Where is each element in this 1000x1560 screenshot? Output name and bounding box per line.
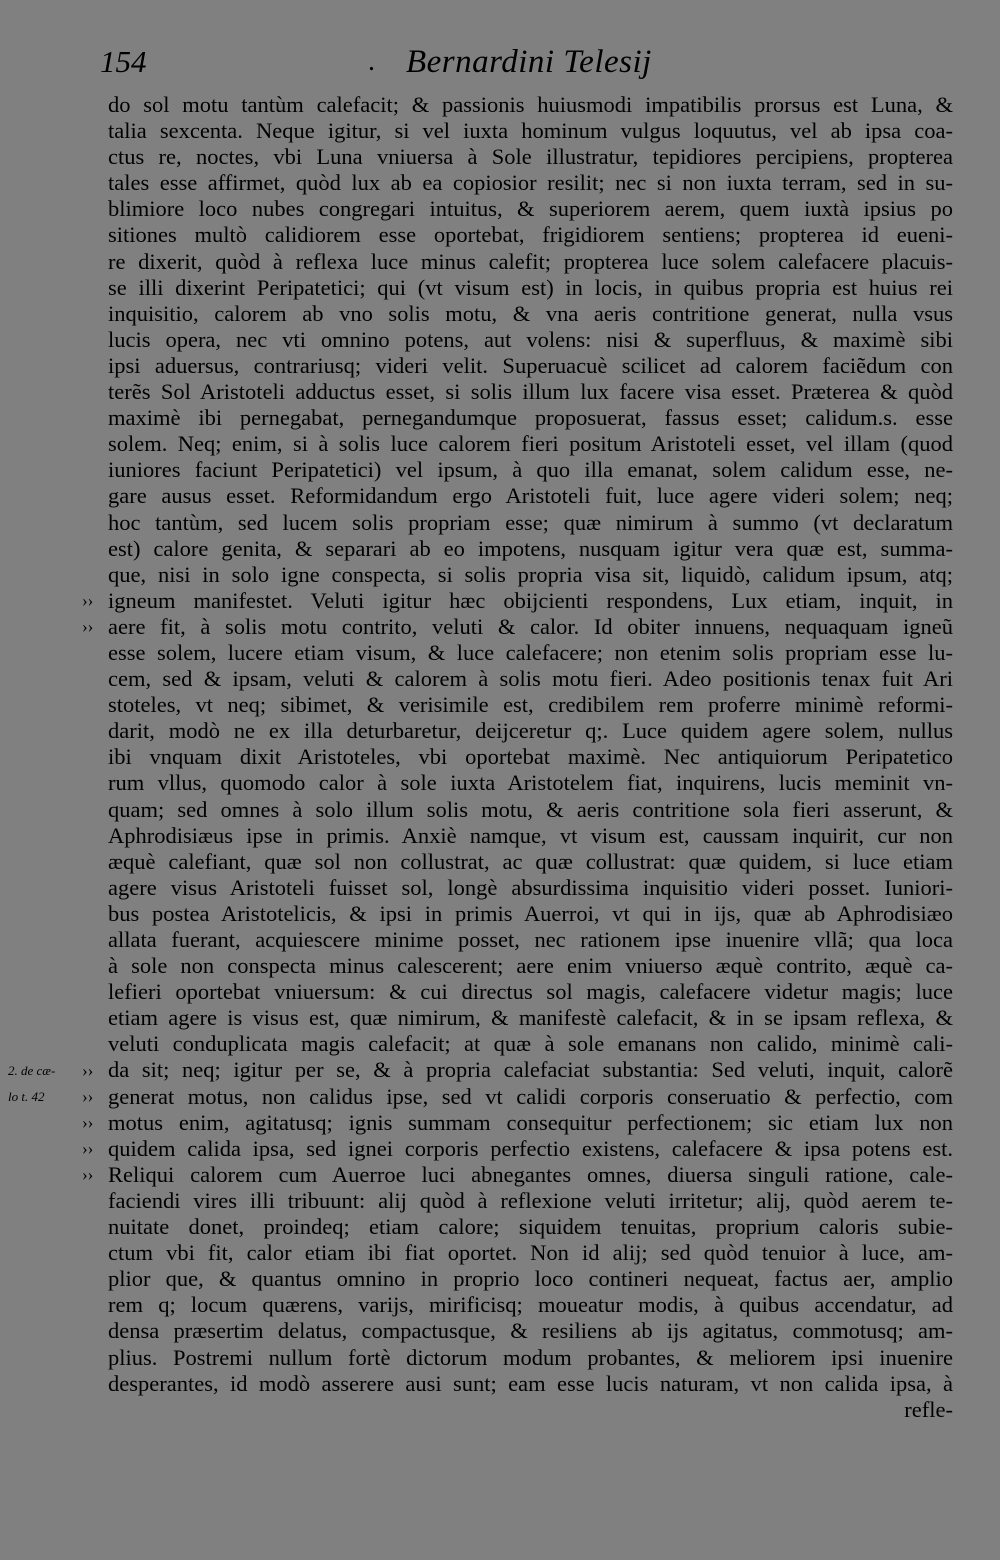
text-line: cem, sed & ipsam, veluti & calorem à solis motu fieri. Adeo positionis tenax fuit Ari	[108, 666, 953, 692]
text-line: allata fuerant, acquiescere minime posset, nec rationem ipse inuenire vllã; qua loca	[108, 927, 953, 952]
text-line: stoteles, vt neq; sibimet, & verisimile est, credibilem rem proferre minimè reformi-	[108, 692, 953, 718]
quote-mark: ››	[82, 590, 94, 610]
text-line: tales esse affirmet, quòd lux ab ea copiosior resilit; nec si non iuxta terram, sed in su-	[108, 170, 953, 196]
text-line: que, nisi in solo igne conspecta, si solis propria visa sit, liquidò, calidum ipsum, atq;	[108, 561, 953, 587]
text-line: re dixerit, quòd à reflexa luce minus calefit; propterea luce solem calefacere placuis-	[108, 248, 953, 274]
margin-note-line: lo t. 42	[8, 1088, 45, 1104]
text-line: Aphrodisiæus ipse in primis. Anxiè namque, vt visum est, caussam inquirit, cur non	[108, 822, 953, 848]
text-line: etiam agere is visus est, quæ nimirum, & manifestè calefacit, & in se ipsam reflexa, &	[108, 1005, 953, 1031]
text-line: da sit; neq; igitur per se, & à propria calefaciat substantia: Sed veluti, inquit, calorẽ	[108, 1057, 953, 1083]
text-line: inquisitio, calorem ab vno solis motu, & vna aeris contritione generat, nulla vsus	[108, 300, 953, 326]
text-line: quidem calida ipsa, sed ignei corporis perfectio existens, calefacere & ipsa potens est.	[108, 1135, 953, 1161]
text-line: se illi dixerint Peripatetici; qui (vt visum est) in locis, in quibus propria est huius rei	[108, 274, 953, 300]
text-line: à sole non conspecta minus calescerent; aere enim vniuerso æquè contrito, æquè ca-	[108, 953, 953, 979]
text-line: terẽs Sol Aristoteli adductus esset, si solis illum lux facere visa esset. Præterea & quòd	[108, 379, 953, 405]
text-line: maximè ibi pernegabat, pernegandumque proposuerat, fassus esset; calidum.s. esse	[108, 405, 953, 431]
text-line: talia sexcenta. Neque igitur, si vel iuxta hominum vulgus loquutus, vel ab ipsa coa-	[108, 118, 953, 144]
text-line: aere fit, à solis motu contrito, veluti & calor. Id obiter innuens, nequaquam igneũ	[108, 613, 953, 639]
text-line: lucis opera, nec vti omnino potens, aut volens: nisi & superfluus, & maximè sibi	[108, 326, 953, 352]
page-number: 154	[100, 44, 147, 79]
quote-mark: ››	[82, 1086, 94, 1106]
body-text	[108, 92, 953, 1423]
catchword: refle-	[904, 1396, 953, 1422]
margin-note-line: 2. de cæ-	[8, 1062, 56, 1078]
text-line: æquè calefiant, quæ sol non collustrat, ac quæ collustrat: quæ quidem, si luce etiam	[108, 848, 953, 874]
text-line: motus enim, agitatusq; ignis summam consequitur perfectionem; sic etiam lux non	[108, 1109, 953, 1135]
quote-mark: ››	[82, 1112, 94, 1132]
quote-mark: ››	[82, 1165, 94, 1185]
text-line: ctus re, noctes, vbi Luna vniuersa à Sole illustratur, tepidiores percipiens, propterea	[108, 144, 953, 170]
text-line: desperantes, id modò asserere ausi sunt; eam esse lucis naturam, vt non calida ipsa, à	[108, 1370, 953, 1396]
text-line: Reliqui calorem cum Auerroe luci abnegantes omnes, diuersa singuli ratione, cale-	[108, 1161, 953, 1187]
text-line: darit, modò ne ex illa deturbaretur, deijceretur q;. Luce quidem agere solem, nullus	[108, 718, 953, 744]
text-line: hoc tantùm, sed lucem solis propriam esse; quæ nimirum à summo (vt declaratum	[108, 509, 953, 535]
text-line: ibi vnquam dixit Aristoteles, vbi oportebat maximè. Nec antiquiorum Peripatetico	[108, 744, 953, 770]
text-line: agere visus Aristoteli fuisset sol, longè absurdissima inquisitio videri posset. Iuniori-	[108, 874, 953, 900]
quote-mark: ››	[82, 1139, 94, 1158]
text-line: generat motus, non calidus ipse, sed vt calidi corporis conseruatio & perfectio, com	[108, 1083, 953, 1109]
text-line: blimiore loco nubes congregari intuitus, & superiorem aerem, quem iuxtà ipsius po	[108, 196, 953, 222]
text-line: ctum vbi fit, calor etiam ibi fiat oportet. Non id alij; sed quòd tenuior à luce, am-	[108, 1240, 953, 1266]
text-line: nuitate donet, proindeq; etiam calore; siquidem tenuitas, proprium caloris subie-	[108, 1214, 953, 1240]
text-line: solem. Neq; enim, si à solis luce calorem fieri positum Aristoteli esset, vel illam (quod	[108, 431, 953, 457]
text-line: plior que, & quantus omnino in proprio loco contineri nequeat, factus aer, amplio	[108, 1266, 953, 1292]
text-line: iuniores faciunt Peripatetici) vel ipsum, à quo illa emanat, solem calidum esse, ne-	[108, 457, 953, 483]
text-line: veluti conduplicata magis calefacit; at quæ à sole emanans non calido, minimè cali-	[108, 1031, 953, 1057]
text-line: quam; sed omnes à solo illum solis motu, & aeris contritione sola fieri asserunt, &	[108, 796, 953, 822]
text-line: lefieri oportebat vniuersum: & cui directus sol magis, calefacere videtur magis; luce	[108, 979, 953, 1005]
text-line: do sol motu tantùm calefacit; & passionis huiusmodi impatibilis prorsus est Luna, &	[108, 92, 953, 117]
text-line: ipsi aduersus, contrariusq; videri velit. Superuacuè scilicet ad calorem faciẽdum con	[108, 352, 953, 378]
quote-mark: ››	[82, 1060, 94, 1080]
text-line: rem q; locum quærens, varijs, mirificisq; moueatur modis, à quibus accendatur, ad	[108, 1292, 953, 1318]
text-line: densa præsertim delatus, compactusque, & resiliens ab ijs agitatus, commotusq; am-	[108, 1318, 953, 1344]
text-line: faciendi vires illi tribuunt: alij quòd à reflexione veluti irritetur; alij, quòd aerem te-	[108, 1187, 953, 1213]
text-line: plius. Postremi nullum fortè dictorum modum probantes, & meliorem ipsi inuenire	[108, 1344, 953, 1370]
running-title: Bernardini Telesij	[406, 44, 652, 80]
text-line: est) calore genita, & separari ab eo impotens, nusquam igitur vera quæ est, summa-	[108, 535, 953, 561]
text-line: sitiones multò calidiorem esse oportebat, frigidiorem sentiens; propterea id eueni-	[108, 222, 953, 248]
header-dot: .	[368, 46, 375, 77]
page-header	[0, 44, 1000, 88]
text-line: esse solem, lucere etiam visum, & luce calefacere; non etenim solis propriam esse lu-	[108, 639, 953, 665]
text-line: igneum manifestet. Veluti igitur hæc obijcienti respondens, Lux etiam, inquit, in	[108, 587, 953, 613]
text-line: gare ausus esset. Reformidandum ergo Aristoteli fuit, luce agere videri solem; neq;	[108, 483, 953, 509]
quote-mark: ››	[82, 617, 94, 636]
text-line: rum vllus, quomodo calor à sole iuxta Aristotelem fiat, inquirens, lucis meminit vn-	[108, 770, 953, 796]
text-line: bus postea Aristotelicis, & ipsi in primis Auerroi, vt qui in ijs, quæ ab Aphrodisiæo	[108, 900, 953, 926]
